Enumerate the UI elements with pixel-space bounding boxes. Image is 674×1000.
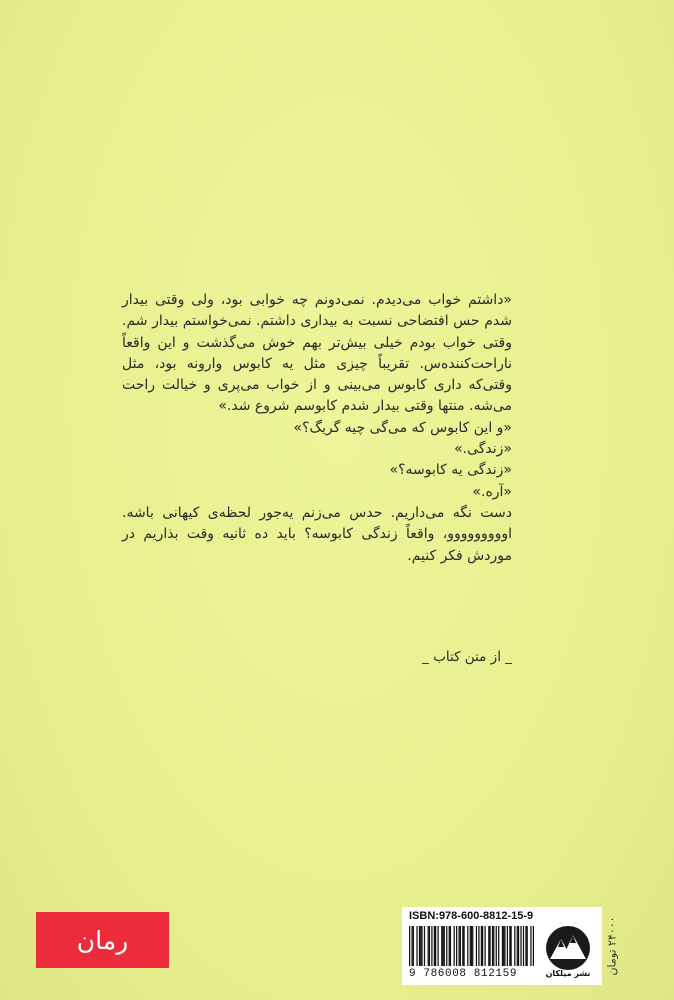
barcode-bar: [520, 926, 521, 966]
barcode-bar: [509, 926, 510, 966]
barcode-bar: [504, 926, 505, 966]
barcode-bar: [476, 926, 477, 966]
barcode-bar: [518, 926, 519, 966]
barcode-number: 9 786008 812159: [409, 968, 518, 980]
barcode-bar: [517, 926, 518, 966]
barcode-bar: [450, 926, 451, 966]
barcode-bar: [446, 926, 447, 966]
barcode-bar: [459, 926, 460, 966]
blurb-dialogue-line: «زندگی یه کابوسه؟»: [389, 462, 512, 479]
barcode-bar: [507, 926, 508, 966]
barcode-bar: [428, 926, 429, 966]
blurb-dialogue-line: «و این کابوس که می‌گی چیه گریگ؟»: [293, 419, 512, 436]
barcode-bar: [533, 926, 534, 966]
barcode-bar: [409, 926, 410, 966]
barcode-bar: [437, 926, 438, 966]
excerpt-attribution: _ از متن کتاب _: [422, 649, 512, 665]
barcode-label: [402, 907, 602, 985]
barcode-bar: [434, 926, 435, 966]
barcode-bar: [442, 926, 443, 966]
barcode-bar: [514, 926, 515, 966]
genre-label: رمان: [76, 925, 129, 955]
price-label: ۲۴۰۰۰ تومان: [605, 916, 619, 976]
barcode-bar: [424, 926, 425, 966]
barcode-bar: [481, 926, 482, 966]
genre-badge: [36, 912, 169, 968]
barcode-bar: [485, 926, 486, 966]
blurb-paragraph-2: دست نگه می‌داریم. حدس می‌زنم یه‌جور لحظه‌ی کیهانی باشه. اووووووووو، واقعاً زندگی کابوسه؟ باید ده ثانیه وقت بذاریم در موردش فکر کنیم.: [122, 504, 512, 564]
barcode-bar: [420, 926, 421, 966]
publisher-name: نشر میلکان: [545, 969, 591, 978]
barcode-bar: [502, 926, 503, 966]
barcode-bar: [489, 926, 490, 966]
barcode-bar: [527, 926, 528, 966]
barcode-bar: [498, 926, 499, 966]
barcode-bar: [435, 926, 436, 966]
barcode-bar: [467, 926, 468, 966]
barcode-bar: [463, 926, 464, 966]
barcode-bar: [470, 926, 471, 966]
barcode-bar: [510, 926, 511, 966]
isbn-text: ISBN:978-600-8812-15-9: [409, 910, 534, 922]
barcode-bar: [411, 926, 412, 966]
blurb-dialogue-line: «آره.»: [472, 483, 512, 500]
barcode-bar: [492, 926, 493, 966]
barcode-bar: [416, 926, 417, 966]
barcode-bar: [482, 926, 483, 966]
blurb-dialogue-line: «زندگی.»: [454, 441, 512, 458]
barcode-bar: [431, 926, 432, 966]
barcode-bar: [478, 926, 479, 966]
barcode-bar: [449, 926, 450, 966]
barcode-bar: [472, 926, 473, 966]
barcode-bars: [409, 926, 534, 966]
barcode-bar: [530, 926, 531, 966]
barcode-bar: [488, 926, 489, 966]
blurb-excerpt: [122, 290, 512, 567]
barcode-bar: [503, 926, 504, 966]
barcode-bar: [413, 926, 414, 966]
barcode-bar: [454, 926, 455, 966]
barcode-bar: [456, 926, 457, 966]
barcode-bar: [419, 926, 420, 966]
barcode-bar: [496, 926, 497, 966]
barcode-bar: [523, 926, 524, 966]
barcode-bar: [444, 926, 445, 966]
barcode-bar: [460, 926, 461, 966]
barcode-bar: [441, 926, 442, 966]
barcode-bar: [462, 926, 463, 966]
barcode-bar: [493, 926, 494, 966]
barcode-bar: [471, 926, 472, 966]
barcode-bar: [525, 926, 526, 966]
barcode-bar: [421, 926, 422, 966]
blurb-paragraph-1: «داشتم خواب می‌دیدم. نمی‌دونم چه خوابی بود، ولی وقتی بیدار شدم حس افتضاحی نسبت به بیداری داشتم. نمی‌خواستم بیدار شم. وقتی خواب بودم خیلی بیش‌تر بهم خوش می‌گذشت و این واقعاً ناراحت‌کننده‌س. تقریباً چیزی مثل یه کابوس وارونه بود، مثل وقتی‌که داری کابوس می‌بینی و از خواب می‌پری و خیالت راحت می‌شه. منتها وقتی بیدار شدم کابوسم شروع شد.»: [122, 292, 512, 415]
barcode-bar: [429, 926, 430, 966]
